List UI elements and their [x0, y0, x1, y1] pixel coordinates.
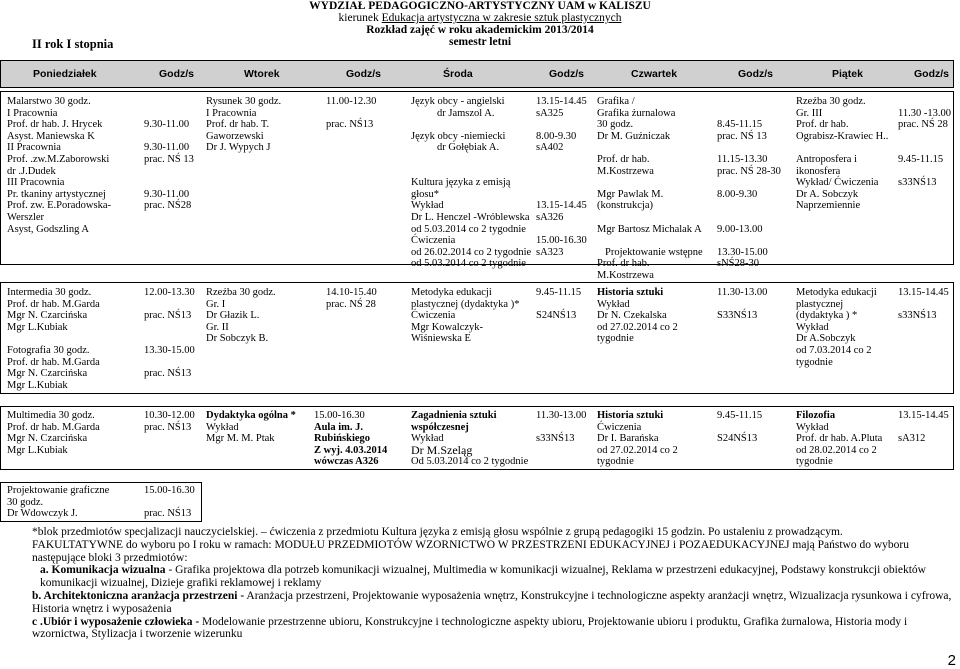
schedule-block-3 — [0, 406, 954, 470]
tue-cell: Dydaktyka ogólna * Wykład Mgr M. M. Ptak — [206, 410, 296, 445]
wed-hours-cell: 9.45-11.15 S24NŚ13 — [536, 287, 582, 322]
fri-cell: Rzeźba 30 godz. Gr. III Prof. dr hab. Ograbisz-Krawiec H.. Antroposfera i ikonosfera Wykład/ Ćwiczenia Dr A. Sobczyk Naprzemiennie — [796, 96, 889, 212]
note-electives: FAKULTATYWNE do wyboru po I roku w ramach: MODUŁU PRZEDMIOTÓW WZORNICTWO W PRZESTRZENI EDUKACYJNEJ i POZAEDUKACYJNEJ mają Państwo do wyboru następujące bloki 3 przedmiotów: — [32, 538, 909, 564]
schedule-block-1 — [0, 91, 954, 281]
fri-hours-cell: 13.15-14.45 s33NŚ13 — [898, 287, 949, 322]
thu-cell: Historia sztuki Ćwiczenia Dr I. Barańska od 27.02.2014 co 2 tygodnie — [597, 410, 678, 468]
mon-cell: Projektowanie graficzne 30 godz. Dr Wdowczyk J. — [7, 485, 110, 520]
schedule-title: Rozkład zajęć w roku akademickim 2013/2014 — [366, 24, 594, 36]
hours-col-mon: Godz/s — [159, 68, 195, 80]
tue-hours-cell: 14.10-15.40 prac. NŚ 28 — [326, 287, 377, 310]
mon-hours-cell: 9.30-11.00 9.30-11.00 prac. NŚ 13 9.30-11.00 prac. NŚ28 — [144, 119, 194, 212]
fri-hours-cell: 11.30 -13.00 prac. NŚ 28 9.45-11.15 s33NŚ13 — [898, 107, 951, 189]
page-header — [0, 0, 960, 48]
mon-hours-cell: 12.00-13.30 prac. NŚ13 13.30-15.00 prac. NŚ13 — [144, 287, 195, 380]
semester-title: semestr letni — [448, 36, 512, 48]
tue-hours-cell: 11.00-12.30 prac. NŚ13 — [326, 96, 377, 131]
note-b: b. Architektoniczna aranżacja przestrzeni - Aranżacja przestrzeni, Projektowanie wyposażenia wnętrz, Konstrukcyjne i technologiczne aspekty aranżacji wnętrz, Wizualizacja rysunkowa i cyfrowa, Historia wnętrz i wyposażenia — [32, 589, 952, 615]
day-wednesday: Środa — [443, 68, 473, 80]
tue-cell: Rzeźba 30 godz. Gr. I Dr Głazik L. Gr. II Dr Sobczyk B. — [206, 287, 276, 345]
mon-cell: Multimedia 30 godz. Prof. dr hab. M.Garda Mgr N. Czarcińska Mgr L.Kubiak — [7, 410, 100, 456]
wed-hours-cell: 11.30-13.00 s33NŚ13 — [536, 410, 587, 445]
schedule-block-2 — [0, 282, 954, 394]
thu-hours-cell: 8.45-11.15 prac. NŚ 13 11.15-13.30 prac. NŚ 28-30 8.00-9.30 9.00-13.00 13.30-15.00 sNŚ28-30 — [717, 119, 781, 270]
wed-cell: Zagadnienia sztuki współczesnej Wykład Dr M.Szeląg Od 5.03.2014 co 2 tygodnie — [411, 410, 529, 468]
mon-hours-cell: 10.30-12.00 prac. NŚ13 — [144, 410, 195, 433]
fri-cell: Metodyka edukacji plastycznej (dydaktyka ) * Wykład Dr A.Sobczyk od 7.03.2014 co 2 tygodnie — [796, 287, 877, 368]
fri-hours-cell: 13.15-14.45 sA312 — [898, 410, 949, 445]
fri-cell: Filozofia Wykład Prof. dr hab. A.Pluta od 28.02.2014 co 2 tygodnie — [796, 410, 883, 468]
faculty-title: WYDZIAŁ PEDAGOGICZNO-ARTYSTYCZNY UAM w KALISZU — [309, 0, 651, 12]
mon-cell: Intermedia 30 godz. Prof. dr hab. M.Garda Mgr N. Czarcińska Mgr L.Kubiak Fotografia 30 godz. Prof. dr hab. M.Garda Mgr N. Czarcińska Mgr L.Kubiak — [7, 287, 100, 391]
tue-hours-cell: 15.00-16.30 Aula im. J. Rubińskiego Z wyj. 4.03.2014 wówczas A326 — [314, 410, 388, 468]
mon-hours-cell: 15.00-16.30 prac. NŚ13 — [144, 485, 195, 520]
note-c: c .Ubiór i wyposażenie człowieka - Modelowanie przestrzenne ubioru, Konstrukcyjne i technologiczne aspekty ubioru, Projektowanie ubioru i produktu, Grafika żurnalowa, Historia mody i wzornictwa, Stylizacja i tworzenie wizerunku — [32, 615, 908, 641]
day-monday: Poniedziałek — [33, 68, 97, 80]
thu-hours-cell: 11.30-13.00 S33NŚ13 — [717, 287, 768, 322]
days-header-row — [0, 60, 954, 88]
thu-hours-cell: 9.45-11.15 S24NŚ13 — [717, 410, 763, 445]
thu-cell: Historia sztuki Wykład Dr N. Czekalska od 27.02.2014 co 2 tygodnie — [597, 287, 678, 345]
wed-cell: Metodyka edukacji plastycznej (dydaktyka )* Ćwiczenia Mgr Kowalczyk- Wiśniewska E — [411, 287, 520, 345]
hours-col-wed: Godz/s — [549, 68, 585, 80]
page-number: 2 — [947, 652, 956, 669]
year-title: II rok I stopnia — [32, 37, 114, 51]
wed-cell: Język obcy - angielski dr Jamszol A. Język obcy -niemiecki dr Gołębiak A. Kultura języka z emisją głosu* Wykład Dr L. Henczel -Wróblewska od 5.03.2014 co 2 tygodnie Ćwiczenia od 26.02.2014 co 2 tygodnie od 5.03.2014 co 2 tygodnie — [411, 96, 532, 270]
hours-col-tue: Godz/s — [346, 68, 382, 80]
hours-col-thu: Godz/s — [738, 68, 774, 80]
thu-cell: Grafika / Grafika żurnalowa 30 godz. Dr M. Guźniczak Prof. dr hab. M.Kostrzewa Mgr Pawlak M. (konstrukcja) Mgr Bartosz Michalak A Projektowanie wstępne Prof. dr hab. M.Kostrzewa — [597, 96, 703, 281]
day-thursday: Czwartek — [631, 68, 678, 80]
program-link[interactable]: Edukacja artystyczna w zakresie sztuk plastycznych — [381, 12, 622, 24]
schedule-block-4 — [0, 482, 202, 522]
mon-cell: Malarstwo 30 godz. I Pracownia Prof. dr hab. J. Hrycek Asyst. Maniewska K II Pracownia Prof. .zw.M.Zaborowski dr .J.Dudek III Pracownia Pr. tkaniny artystycznej Prof. zw. E.Poradowska- Werszler Asyst, Godszling A — [7, 96, 112, 235]
note-specialization: *blok przedmiotów specjalizacji nauczycielskiej. – ćwiczenia z przedmiotu Kultura języka z emisją głosu wspólnie z grupą pedagogiki 15 godzin. Po ustaleniu z prowadzącym. — [32, 526, 843, 538]
hours-col-fri: Godz/s — [914, 68, 950, 80]
footnotes — [32, 526, 952, 641]
note-a: a. Komunikacja wizualna - Grafika projektowa dla potrzeb komunikacji wizualnej, Multimedia w komunikacji wizualnej, Reklama w przestrzeni edukacyjnej, Podstawy konstrukcji obiektów komunikacji wizualnej, Dizieje grafiki reklamowej i reklamy — [40, 564, 926, 590]
program-line: kierunek Edukacja artystyczna w zakresie sztuk plastycznych — [338, 12, 622, 24]
tue-cell: Rysunek 30 godz. I Pracownia Prof. dr hab. T. Gaworzewski Dr J. Wypych J — [206, 96, 282, 154]
wed-hours-cell: 13.15-14.45 sA325 8.00-9.30 sA402 13.15-14.45 sA326 15.00-16.30 sA323 — [536, 96, 587, 258]
day-friday: Piątek — [832, 68, 863, 80]
day-tuesday: Wtorek — [244, 68, 280, 80]
